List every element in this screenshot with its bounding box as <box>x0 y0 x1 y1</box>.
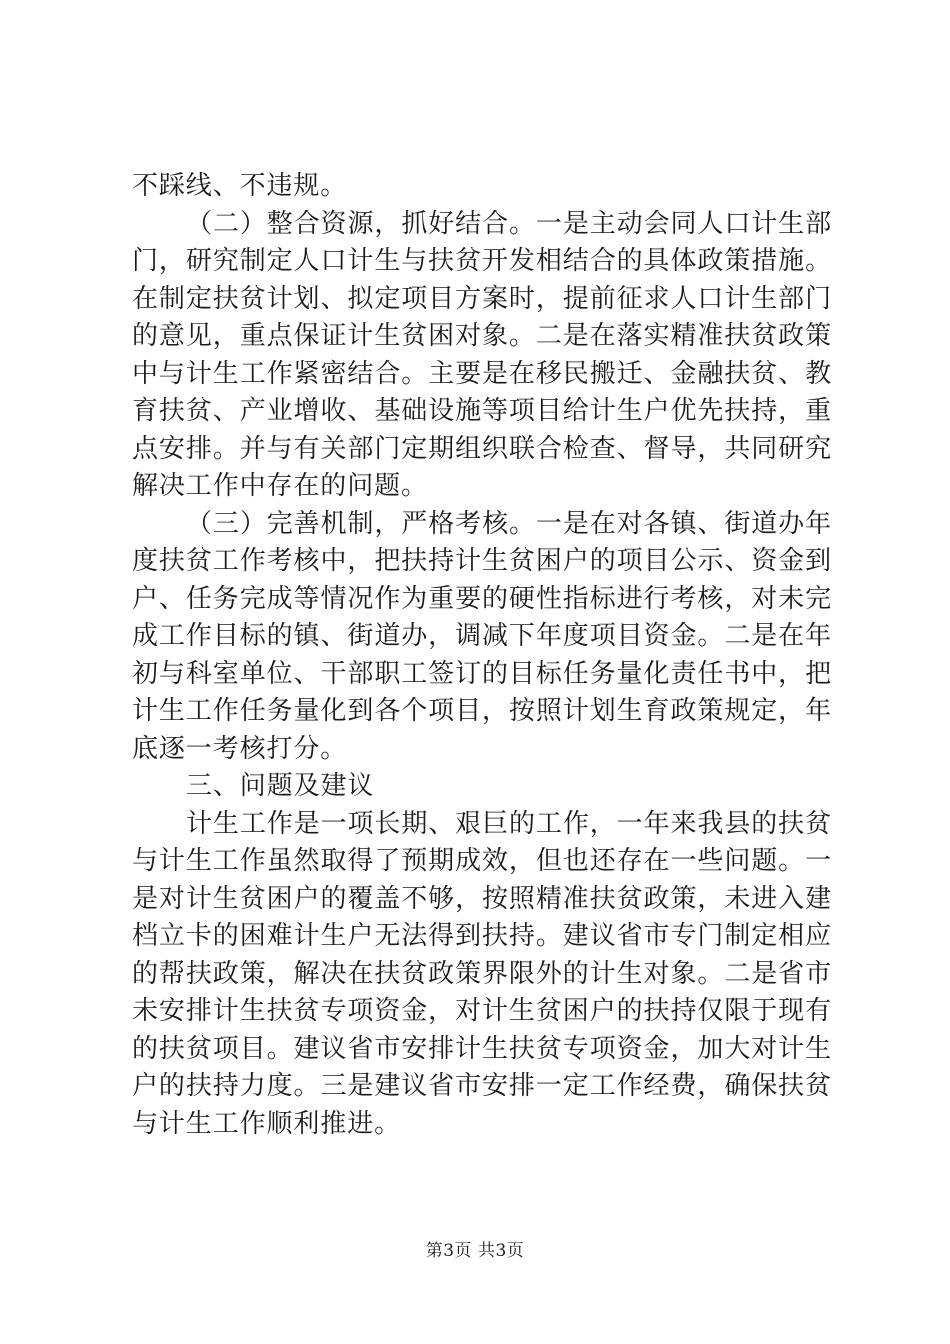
paragraph-continuation: 不踩线、不违规。 <box>132 171 348 201</box>
document-body <box>132 168 832 1143</box>
paragraph-integrate-resources: （二）整合资源，抓好结合。一是主动会同人口计生部门，研究制定人口计生与扶贫开发相结合的具体政策措施。在制定扶贫计划、拟定项目方案时，提前征求人口计生部门的意见，重点保证计生贫困对象。二是在落实精准扶贫政策中与计生工作紧密结合。主要是在移民搬迁、金融扶贫、教育扶贫、产业增收、基础设施等项目给计生户优先扶持，重点安排。并与有关部门定期组织联合检查、督导，共同研究解决工作中存在的问题。 <box>132 208 832 501</box>
page-footer <box>0 1240 950 1262</box>
page-number: 第3页 共3页 <box>425 1241 525 1261</box>
paragraph-improve-mechanism: （三）完善机制，严格考核。一是在对各镇、街道办年度扶贫工作考核中，把扶持计生贫困户的项目公示、资金到户、任务完成等情况作为重要的硬性指标进行考核，对未完成工作目标的镇、街道办，调减下年度项目资金。二是在年初与科室单位、干部职工签订的目标任务量化责任书中，把计生工作任务量化到各个项目，按照计划生育政策规定，年底逐一考核打分。 <box>132 508 832 764</box>
section-heading-issues: 三、问题及建议 <box>186 771 375 801</box>
paragraph-issues-suggestions: 计生工作是一项长期、艰巨的工作，一年来我县的扶贫与计生工作虽然取得了预期成效，但也还存在一些问题。一是对计生贫困户的覆盖不够，按照精准扶贫政策，未进入建档立卡的困难计生户无法得到扶持。建议省市专门制定相应的帮扶政策，解决在扶贫政策界限外的计生对象。二是省市未安排计生扶贫专项资金，对计生贫困户的扶持仅限于现有的扶贫项目。建议省市安排计生扶贫专项资金，加大对计生户的扶持力度。三是建议省市安排一定工作经费，确保扶贫与计生工作顺利推进。 <box>132 808 832 1139</box>
